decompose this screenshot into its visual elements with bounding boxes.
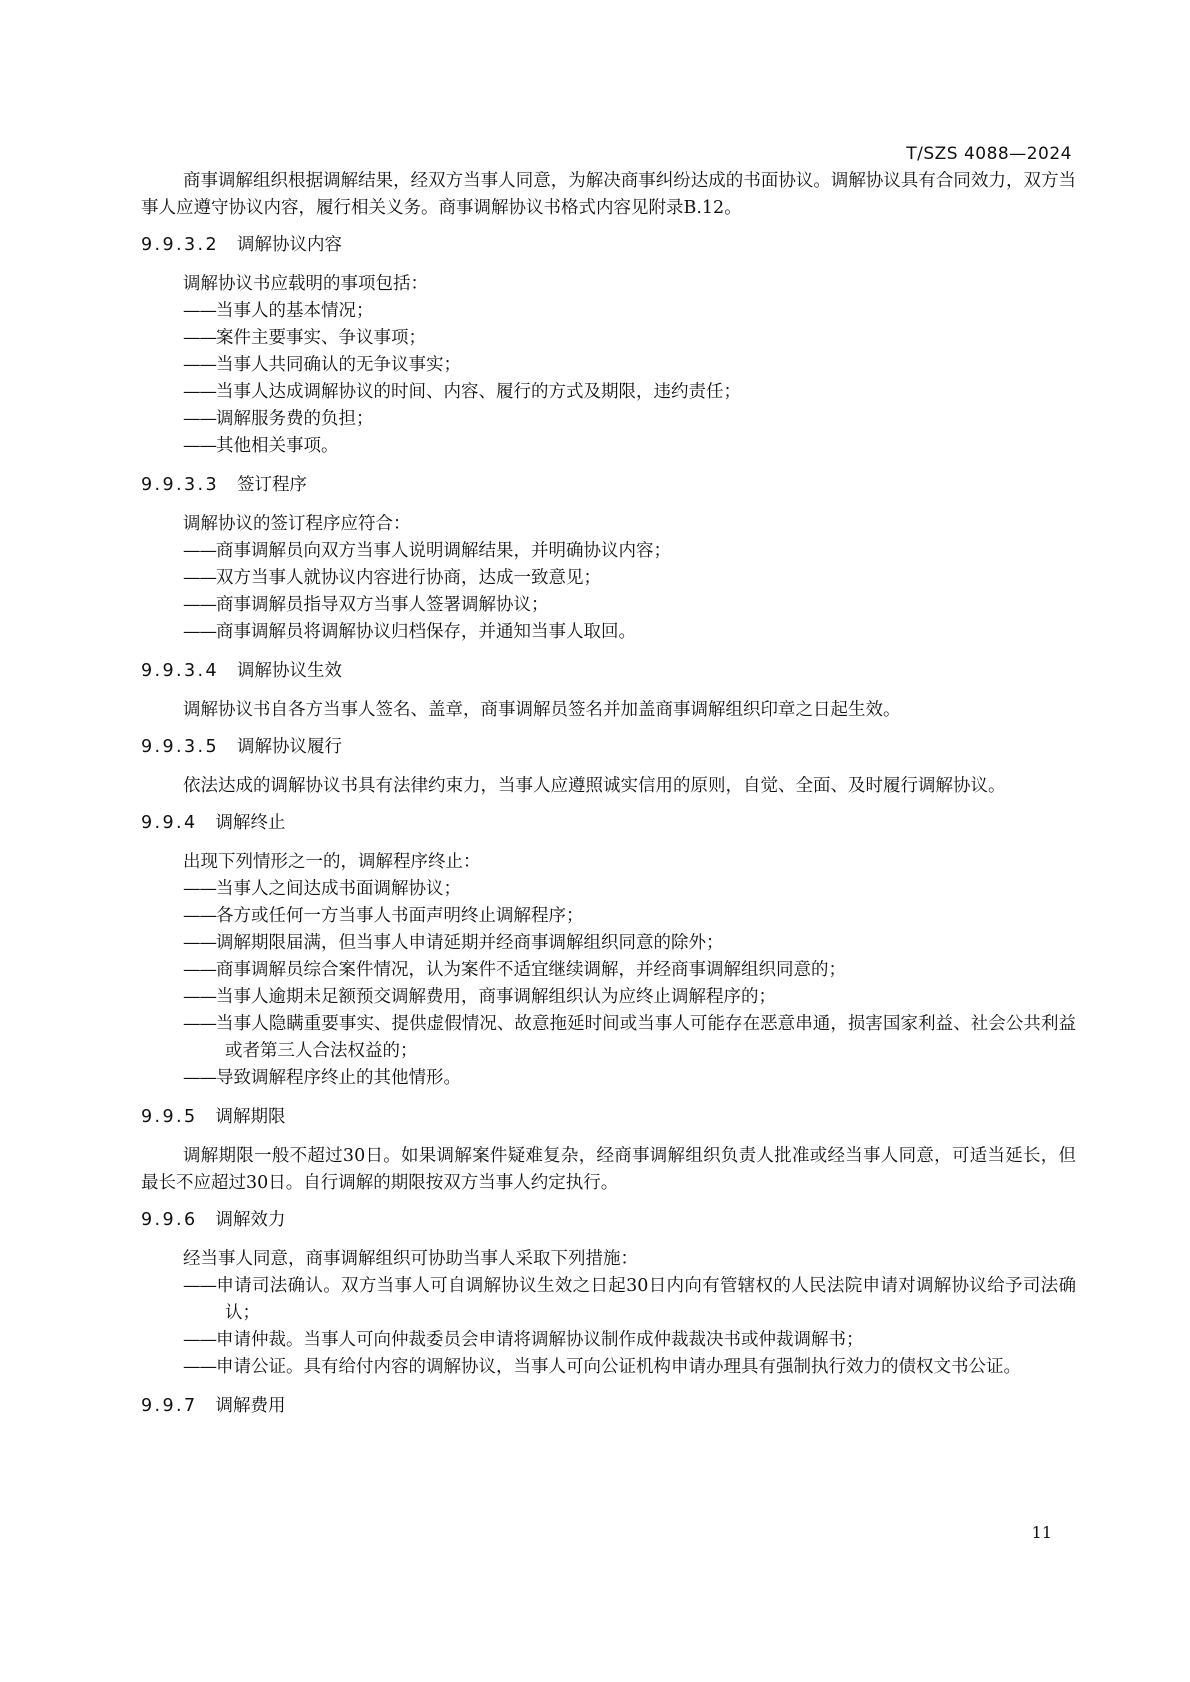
section-number: 9.9.7	[141, 1396, 198, 1416]
section-title: 调解协议生效	[237, 661, 343, 681]
list-9-9-3-3	[141, 538, 1076, 646]
list-item: ——申请司法确认。双方当事人可自调解协议生效之日起30日内向有管辖权的人民法院申请对调解协议给予司法确认；	[183, 1276, 1076, 1323]
list-item: ——当事人逾期未足额预交调解费用，商事调解组织认为应终止调解程序的；	[183, 987, 776, 1007]
section-paragraph: 调解期限一般不超过30日。如果调解案件疑难复杂，经商事调解组织负责人批准或经当事人同意，可适当延长，但最长不应超过30日。自行调解的期限按双方当事人约定执行。	[141, 1146, 1076, 1193]
section-title: 调解效力	[215, 1210, 286, 1230]
section-title: 签订程序	[237, 475, 308, 495]
list-intro: 经当事人同意，商事调解组织可协助当事人采取下列措施：	[183, 1249, 638, 1269]
page-content	[141, 168, 1076, 1432]
list-item: ——案件主要事实、争议事项；	[183, 328, 426, 348]
list-item: ——当事人之间达成书面调解协议；	[183, 879, 461, 899]
list-9-9-6	[141, 1273, 1076, 1381]
list-item: ——商事调解员综合案件情况，认为案件不适宜继续调解，并经商事调解组织同意的；	[183, 960, 846, 980]
list-item: ——调解期限届满，但当事人申请延期并经商事调解组织同意的除外；	[183, 933, 724, 953]
list-item: ——申请公证。具有给付内容的调解协议，当事人可向公证机构申请办理具有强制执行效力的债权文书公证。	[183, 1357, 1021, 1377]
heading-9-9-3-3	[141, 472, 1076, 499]
heading-9-9-5	[141, 1104, 1076, 1131]
section-number: 9.9.3.5	[141, 737, 220, 757]
list-item: ——当事人隐瞒重要事实、提供虚假情况、故意拖延时间或当事人可能存在恶意串通，损害国家利益、社会公共利益或者第三人合法权益的；	[183, 1014, 1076, 1061]
section-title: 调解费用	[215, 1396, 286, 1416]
intro-paragraph: 商事调解组织根据调解结果，经双方当事人同意，为解决商事纠纷达成的书面协议。调解协议具有合同效力，双方当事人应遵守协议内容，履行相关义务。商事调解协议书格式内容见附录B.12。	[141, 171, 1076, 218]
list-9-9-3-2	[141, 298, 1076, 460]
section-paragraph: 调解协议书自各方当事人签名、盖章，商事调解员签名并加盖商事调解组织印章之日起生效。	[183, 700, 901, 720]
list-item: ——调解服务费的负担；	[183, 409, 374, 429]
heading-9-9-3-2	[141, 232, 1076, 259]
section-title: 调解协议履行	[237, 737, 343, 757]
list-item: ——各方或任何一方当事人书面声明终止调解程序；	[183, 906, 584, 926]
section-paragraph: 依法达成的调解协议书具有法律约束力，当事人应遵照诚实信用的原则，自觉、全面、及时履行调解协议。	[183, 776, 1006, 796]
list-intro: 调解协议的签订程序应符合：	[183, 514, 411, 534]
section-title: 调解终止	[215, 813, 286, 833]
heading-9-9-3-5	[141, 734, 1076, 761]
page-number: 11	[1031, 1523, 1052, 1542]
list-item: ——商事调解员向双方当事人说明调解结果，并明确协议内容；	[183, 541, 671, 561]
standard-code: T/SZS 4088—2024	[906, 144, 1072, 164]
heading-9-9-6	[141, 1207, 1076, 1234]
section-number: 9.9.3.2	[141, 235, 220, 255]
list-9-9-4	[141, 876, 1076, 1092]
section-title: 调解协议内容	[237, 235, 343, 255]
list-item: ——商事调解员将调解协议归档保存，并通知当事人取回。	[183, 622, 636, 642]
list-intro: 出现下列情形之一的，调解程序终止：	[183, 852, 481, 872]
list-intro: 调解协议书应载明的事项包括：	[183, 274, 428, 294]
section-number: 9.9.3.3	[141, 475, 220, 495]
list-item: ——当事人达成调解协议的时间、内容、履行的方式及期限，违约责任；	[183, 382, 741, 402]
section-number: 9.9.6	[141, 1210, 198, 1230]
section-number: 9.9.4	[141, 813, 198, 833]
list-item: ——申请仲裁。当事人可向仲裁委员会申请将调解协议制作成仲裁裁决书或仲裁调解书；	[183, 1330, 864, 1350]
heading-9-9-4	[141, 810, 1076, 837]
section-title: 调解期限	[215, 1107, 286, 1127]
list-item: ——商事调解员指导双方当事人签署调解协议；	[183, 595, 549, 615]
list-item: ——双方当事人就协议内容进行协商，达成一致意见；	[183, 568, 601, 588]
list-item: ——其他相关事项。	[183, 436, 339, 456]
heading-9-9-7	[141, 1393, 1076, 1420]
list-item: ——当事人的基本情况；	[183, 301, 374, 321]
heading-9-9-3-4	[141, 658, 1076, 685]
list-item: ——当事人共同确认的无争议事实；	[183, 355, 461, 375]
section-number: 9.9.5	[141, 1107, 198, 1127]
list-item: ——导致调解程序终止的其他情形。	[183, 1068, 461, 1088]
section-number: 9.9.3.4	[141, 661, 220, 681]
